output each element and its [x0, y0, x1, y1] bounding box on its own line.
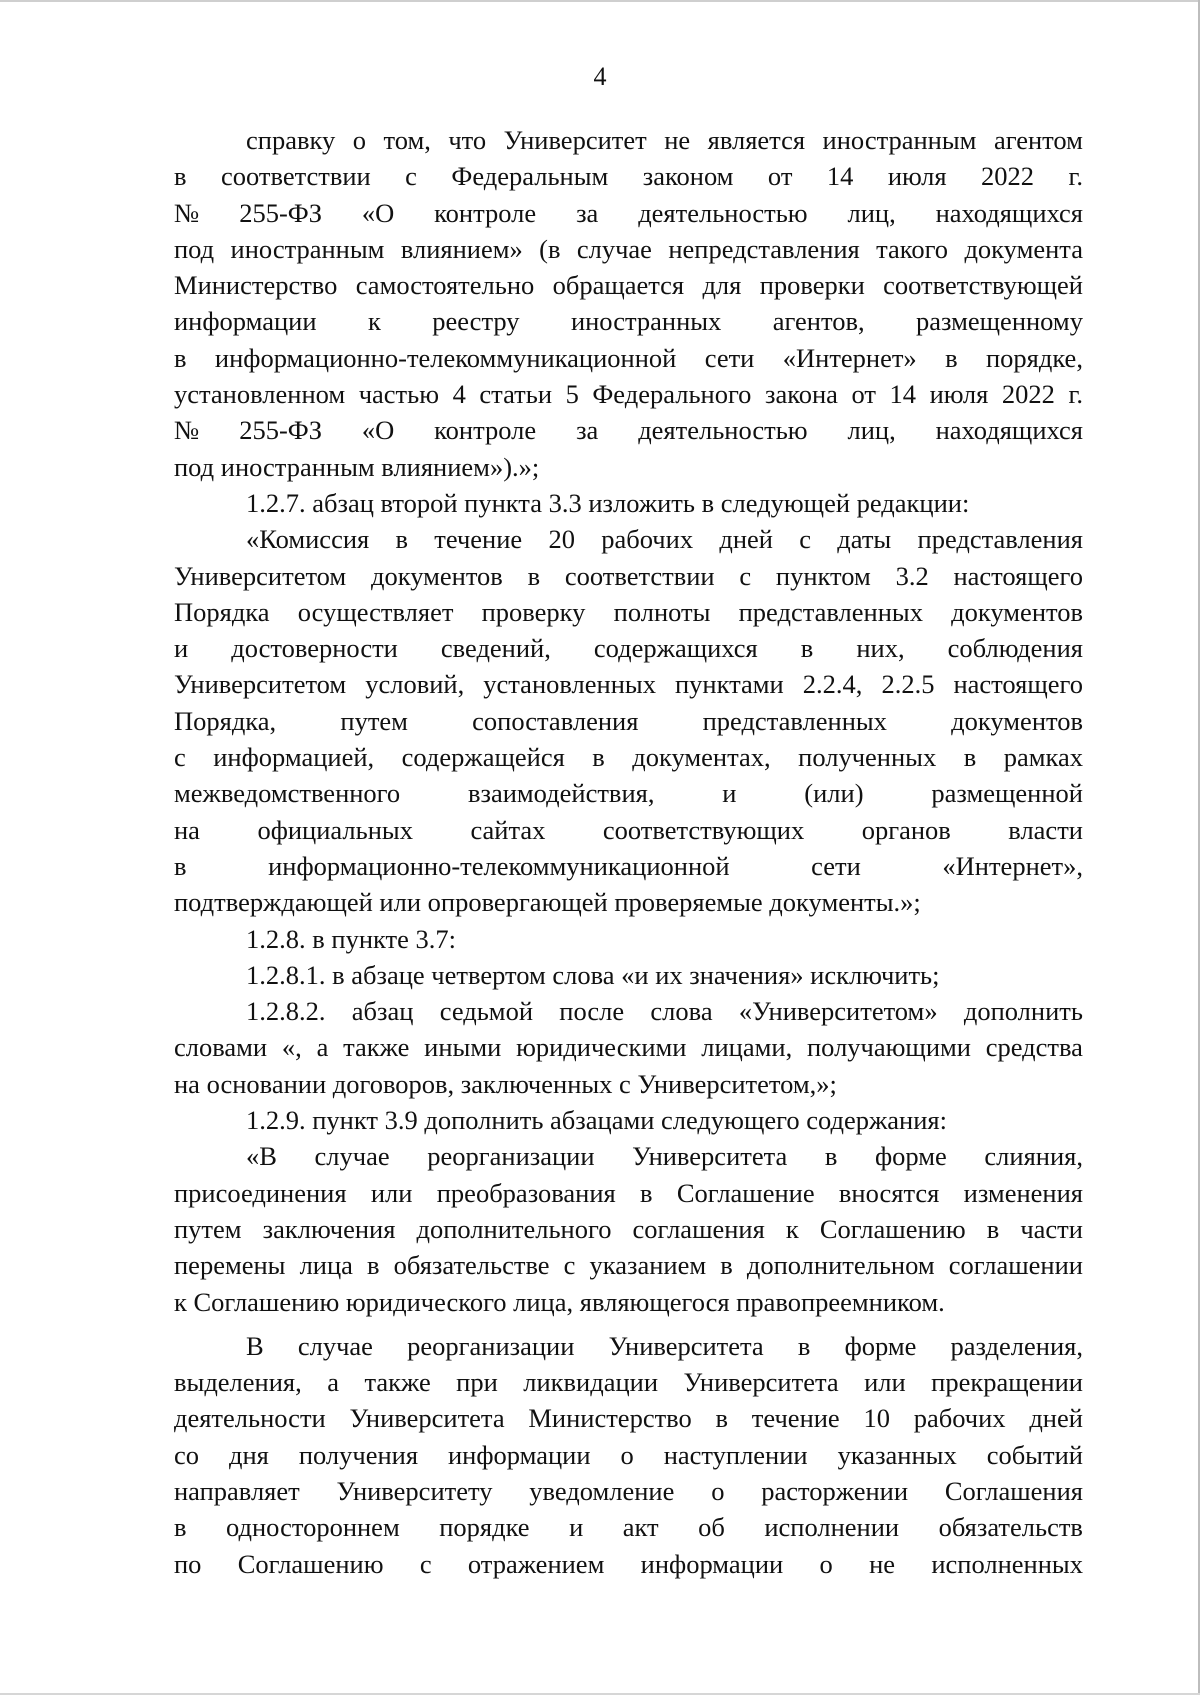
text-line: выделения, а также при ликвидации Университета или прекращении	[174, 1367, 1083, 1398]
text-line: в одностороннем порядке и акт об исполнении обязательств	[174, 1512, 1083, 1543]
text-line: на основании договоров, заключенных с Университетом,»;	[174, 1068, 837, 1099]
text-line: Университетом условий, установленных пунктами 2.2.4, 2.2.5 настоящего	[174, 669, 1083, 700]
text-line: Порядка осуществляет проверку полноты представленных документов	[174, 596, 1083, 627]
document-body	[174, 122, 1083, 1582]
text-line: 1.2.9. пункт 3.9 дополнить абзацами следующего содержания:	[246, 1105, 947, 1136]
text-line: № 255-ФЗ «О контроле за деятельностью лиц, находящихся	[174, 415, 1083, 446]
text-line: 1.2.8.2. абзац седьмой после слова «Университетом» дополнить	[246, 996, 1083, 1027]
page-number: 4	[593, 62, 607, 91]
text-line: 1.2.8.1. в абзаце четвертом слова «и их значения» исключить;	[246, 959, 940, 990]
text-line: Министерство самостоятельно обращается для проверки соответствующей	[174, 270, 1083, 301]
text-line: Университетом документов в соответствии с пунктом 3.2 настоящего	[174, 560, 1083, 591]
text-line: направляет Университету уведомление о расторжении Соглашения	[174, 1475, 1083, 1506]
text-line: 1.2.8. в пункте 3.7:	[246, 923, 456, 954]
text-line: к Соглашению юридического лица, являющегося правопреемником.	[174, 1286, 945, 1317]
text-line: словами «, а также иными юридическими лицами, получающими средства	[174, 1032, 1083, 1063]
text-line: и достоверности сведений, содержащихся в них, соблюдения	[174, 633, 1083, 664]
text-line: «Комиссия в течение 20 рабочих дней с даты представления	[246, 524, 1083, 555]
text-line: В случае реорганизации Университета в форме разделения,	[246, 1330, 1083, 1361]
text-line: № 255-ФЗ «О контроле за деятельностью лиц, находящихся	[174, 197, 1083, 228]
text-line: перемены лица в обязательстве с указанием в дополнительном соглашении	[174, 1250, 1083, 1281]
text-line: на официальных сайтах соответствующих органов власти	[174, 814, 1083, 845]
text-line: под иностранным влиянием» (в случае непредставления такого документа	[174, 233, 1083, 264]
text-line: путем заключения дополнительного соглашения к Соглашению в части	[174, 1213, 1083, 1244]
text-line: справку о том, что Университет не является иностранным агентом	[246, 125, 1083, 155]
text-line: со дня получения информации о наступлении указанных событий	[174, 1439, 1083, 1470]
text-line: подтверждающей или опровергающей проверяемые документы.»;	[174, 887, 921, 918]
text-line: «В случае реорганизации Университета в форме слияния,	[246, 1141, 1083, 1172]
page-edge-top	[0, 0, 1200, 2]
text-line: Порядка, путем сопоставления представленных документов	[174, 705, 1083, 736]
text-line: установленном частью 4 статьи 5 Федерального закона от 14 июля 2022 г.	[174, 379, 1083, 410]
text-line: деятельности Университета Министерство в течение 10 рабочих дней	[174, 1403, 1083, 1434]
text-line: по Соглашению с отражением информации о не исполненных	[174, 1548, 1083, 1579]
text-line: информации к реестру иностранных агентов, размещенному	[174, 306, 1083, 337]
text-line: в соответствии с Федеральным законом от 14 июля 2022 г.	[174, 161, 1083, 192]
text-line: присоединения или преобразования в Соглашение вносятся изменения	[174, 1177, 1083, 1208]
text-line: с информацией, содержащейся в документах, полученных в рамках	[174, 742, 1083, 773]
text-line: под иностранным влиянием»).»;	[174, 451, 540, 482]
text-line: в информационно-телекоммуникационной сети «Интернет»,	[174, 850, 1083, 881]
text-line: 1.2.7. абзац второй пункта 3.3 изложить в следующей редакции:	[246, 487, 970, 518]
text-line: межведомственного взаимодействия, и (или) размещенной	[174, 778, 1083, 809]
text-line: в информационно-телекоммуникационной сети «Интернет» в порядке,	[174, 342, 1083, 373]
